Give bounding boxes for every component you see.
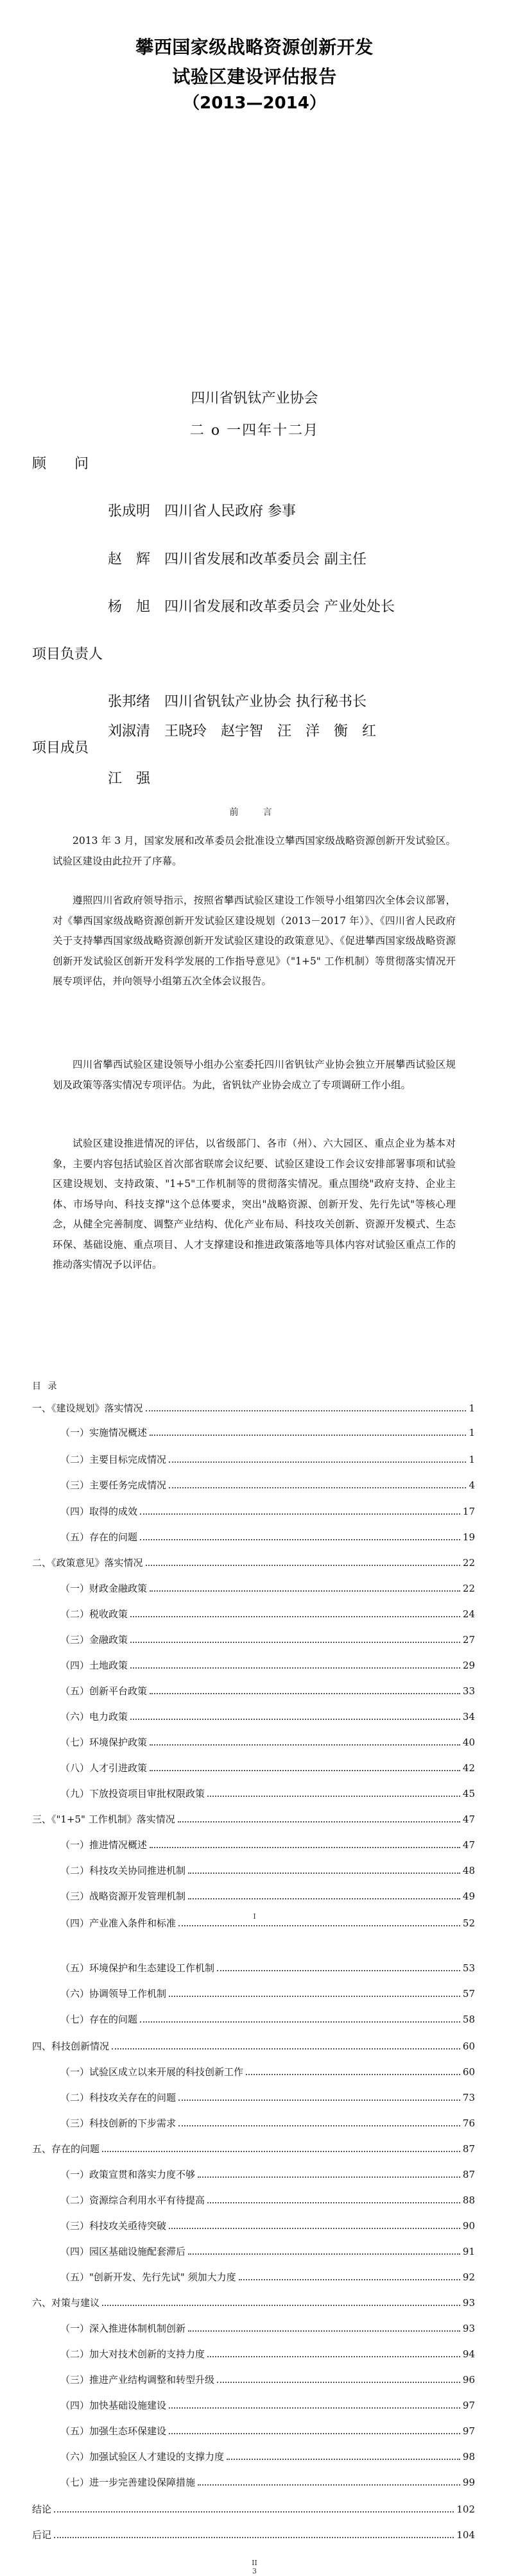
toc-entry-page: 42: [462, 1762, 475, 1774]
toc-entry-page: 99: [462, 2477, 475, 2488]
toc-entry: [60, 1530, 475, 1544]
toc-entry-label: （二）税收政策: [60, 1608, 128, 1620]
members-line: 江 强: [108, 771, 151, 787]
toc-entry-page: 52: [462, 1917, 475, 1929]
report-period: （2013—2014）: [183, 94, 326, 113]
page-number: I: [253, 1912, 256, 1921]
toc-leader-dots: [102, 2150, 460, 2152]
toc-entry: [60, 2347, 475, 2361]
toc-leader-dots: [54, 2536, 454, 2538]
toc-leader-dots: [169, 2227, 460, 2229]
toc-leader-dots: [130, 1615, 460, 1617]
toc-entry: [60, 1581, 475, 1595]
toc-entry: [60, 2193, 475, 2207]
toc-entry-page: 47: [462, 1839, 475, 1851]
advisor-entry: 赵 辉 四川省发展和改革委员会 副主任: [108, 551, 367, 568]
toc-entry-page: 40: [462, 1737, 475, 1748]
toc-entry-label: 一、《建设规划》落实情况: [32, 1402, 143, 1414]
advisor-entry: 杨 旭 四川省发展和改革委员会 产业处处长: [108, 599, 395, 615]
toc-entry-page: 93: [462, 2323, 475, 2334]
toc-leader-dots: [198, 2484, 460, 2486]
toc-entry-label: （一）政策宣贯和落实力度不够: [60, 2169, 196, 2180]
toc-entry-label: （一）深入推进体制机制创新: [60, 2323, 186, 2334]
toc-entry-page: 57: [462, 1988, 475, 1999]
toc-entry-page: 1: [469, 1427, 475, 1438]
toc-leader-dots: [150, 1769, 460, 1771]
toc-entry: [60, 1426, 475, 1439]
toc-entry-label: （五）加强生态环保建设: [60, 2425, 167, 2437]
toc-entry-label: （七）存在的问题: [60, 2014, 138, 2025]
toc-entry-label: 四、科技创新情况: [32, 2041, 110, 2052]
toc-leader-dots: [130, 1718, 460, 1720]
advisors-label: 顾 问: [32, 456, 89, 472]
toc-entry-label: 后记: [32, 2529, 52, 2541]
toc-entry-page: 1: [469, 1402, 475, 1414]
toc-entry-label: （三）推进产业结构调整和转型升级: [60, 2374, 215, 2386]
toc-leader-dots: [102, 2304, 460, 2306]
toc-leader-dots: [188, 1872, 460, 1874]
toc-entry: [60, 2168, 475, 2181]
toc-entry-page: 93: [462, 2297, 475, 2309]
toc-leader-dots: [140, 2021, 460, 2023]
toc-entry-page: 29: [462, 1660, 475, 1671]
toc-entry-page: 33: [462, 1685, 475, 1697]
toc-entry-label: （四）取得的成效: [60, 1506, 138, 1517]
toc-entry-label: （一）推进情况概述: [60, 1839, 148, 1851]
toc-entry-page: 91: [462, 2246, 475, 2257]
toc-entry-page: 45: [462, 1788, 475, 1799]
preface-paragraph: 试验区建设推进情况的评估，以省级部门、各市（州）、六大园区、重点企业为基本对象，主要内容包括试验区首次部省联席会议纪要、试验区建设工作会议安排部署事项和试验区建设规划、支持政策、"1+5"工作机制等的贯彻落实情况。重点围绕"政府支持、企业主体、市场导向、科技支撑"这个总体要求，突出"战略资源、创新开发、先行先试"等核心理念，从健全完善制度、调整产业结构、优化产业布局、科技攻关创新、资源开发模式、生态环保、基础设施、重点项目、人才支撑建设和推进政策落地等具体内容对试验区重点工作的推动落实情况予以评估。: [53, 1138, 456, 1270]
toc-entry-label: （四）加快基础设施建设: [60, 2400, 167, 2411]
toc-entry-page: 1: [469, 1454, 475, 1465]
toc-leader-dots: [150, 1846, 460, 1848]
toc-entry: [60, 2321, 475, 2335]
toc-entry-page: 87: [462, 2169, 475, 2180]
toc-entry-label: （三）战略资源开发管理机制: [60, 1890, 186, 1902]
toc-title: 目 录: [32, 1381, 59, 1392]
toc-entry-page: 4: [469, 1479, 475, 1491]
toc-entry: [60, 2450, 475, 2463]
toc-leader-dots: [169, 1461, 466, 1463]
toc-entry-label: （四）园区基础设施配套滞后: [60, 2246, 186, 2257]
toc-entry-page: 49: [462, 1890, 475, 1902]
toc-entry: [60, 2065, 475, 2078]
toc-entry-page: 22: [462, 1583, 475, 1594]
report-title-line2: 试验区建设评估报告: [172, 66, 337, 87]
toc-entry: [60, 1478, 475, 1492]
toc-leader-dots: [150, 1434, 466, 1436]
toc-entry-page: 53: [462, 1962, 475, 1974]
toc-entry: [60, 2091, 475, 2104]
toc-entry-label: （二）科技攻关协同推进机制: [60, 1865, 186, 1876]
toc-entry-page: 48: [462, 1865, 475, 1876]
toc-leader-dots: [188, 2253, 460, 2255]
toc-entry-label: （七）环境保护政策: [60, 1737, 148, 1748]
toc-entry: [60, 1710, 475, 1723]
toc-entry-label: （三）科技攻关亟待突破: [60, 2220, 167, 2232]
toc-entry-page: 47: [462, 1814, 475, 1825]
toc-entry-label: 六、对策与建议: [32, 2297, 100, 2309]
toc-leader-dots: [178, 2125, 460, 2126]
toc-entry-label: （六）电力政策: [60, 1711, 128, 1722]
toc-leader-dots: [112, 2048, 460, 2050]
toc-entry-label: （四）产业准入条件和标准: [60, 1917, 177, 1929]
page-number-roman: II: [252, 2559, 257, 2567]
toc-leader-dots: [140, 1513, 460, 1515]
toc-entry-page: 22: [462, 1557, 475, 1569]
toc-entry: [60, 1452, 475, 1466]
organization-name: 四川省钒钛产业协会: [191, 391, 318, 407]
toc-leader-dots: [188, 2330, 460, 2332]
toc-leader-dots: [130, 1667, 460, 1669]
toc-leader-dots: [207, 1795, 460, 1797]
toc-entry-label: （一）试验区成立以来开展的科技创新工作: [60, 2066, 244, 2078]
toc-entry-label: （二）资源综合利用水平有待提高: [60, 2194, 205, 2206]
toc-entry: [60, 1787, 475, 1800]
toc-entry: [32, 2039, 475, 2053]
toc-entry-page: 76: [462, 2117, 475, 2129]
preface-paragraph: 四川省攀西试验区建设领导小组办公室委托四川省钒钛产业协会独立开展攀西试验区规划及政策等落实情况专项评估。为此，省钒钛产业协会成立了专项调研工作小组。: [53, 1059, 456, 1091]
toc-entry: [60, 2012, 475, 2026]
toc-entry-page: 73: [462, 2092, 475, 2103]
toc-entry-page: 90: [462, 2220, 475, 2232]
toc-entry-label: （二）加大对技术创新的支持力度: [60, 2348, 205, 2360]
toc-leader-dots: [150, 1744, 460, 1746]
toc-entry-label: （六）协调领导工作机制: [60, 1988, 167, 1999]
toc-entry-page: 96: [462, 2374, 475, 2386]
toc-entry: [32, 1556, 475, 1569]
toc-leader-dots: [169, 2407, 460, 2409]
toc-entry-page: 60: [462, 2041, 475, 2052]
toc-leader-dots: [146, 1410, 467, 1411]
toc-entry-label: （五）创新平台政策: [60, 1685, 148, 1697]
toc-entry: [32, 2142, 475, 2155]
toc-entry: [60, 1961, 475, 1974]
toc-entry-page: 97: [462, 2400, 475, 2411]
toc-entry: [32, 1812, 475, 1826]
toc-entry-page: 104: [456, 2529, 475, 2541]
toc-entry-page: 17: [462, 1506, 475, 1517]
toc-leader-dots: [150, 1590, 460, 1592]
toc-entry-page: 98: [462, 2451, 475, 2462]
toc-entry: [60, 1987, 475, 2000]
toc-entry-label: （九）下放投资项目审批权限政策: [60, 1788, 205, 1799]
toc-entry-label: 五、存在的问题: [32, 2143, 100, 2155]
toc-entry-label: （四）土地政策: [60, 1660, 128, 1671]
toc-entry-label: （一）财政金融政策: [60, 1583, 148, 1594]
toc-leader-dots: [239, 2278, 460, 2280]
toc-leader-dots: [178, 1821, 460, 1823]
toc-entry: [60, 2424, 475, 2437]
toc-entry: [60, 1633, 475, 1646]
advisor-entry: 张成明 四川省人民政府 参事: [108, 503, 296, 519]
toc-entry: [60, 1684, 475, 1697]
toc-entry-label: （三）科技创新的下步需求: [60, 2117, 177, 2129]
toc-entry-page: 60: [462, 2066, 475, 2078]
toc-entry: [32, 2502, 475, 2516]
toc-leader-dots: [178, 1924, 460, 1926]
toc-leader-dots: [150, 1692, 460, 1694]
page-number-arabic: 3: [252, 2567, 257, 2575]
report-title-line1: 攀西国家级战略资源创新开发: [135, 37, 374, 58]
toc-entry: [60, 2270, 475, 2284]
toc-leader-dots: [188, 1898, 460, 1899]
toc-leader-dots: [246, 2073, 460, 2075]
toc-entry: [60, 1864, 475, 1877]
toc-entry-page: 87: [462, 2143, 475, 2155]
page-number: [0, 2559, 509, 2575]
toc-entry-label: （五）存在的问题: [60, 1531, 138, 1543]
toc-entry-page: 24: [462, 1608, 475, 1620]
report-date: 二 o 一四年十二月: [189, 423, 320, 439]
toc-entry-label: （六）加强试验区人才建设的支撑力度: [60, 2451, 225, 2462]
toc-entry: [60, 2475, 475, 2489]
toc-entry: [60, 1889, 475, 1903]
toc-entry: [60, 2398, 475, 2412]
toc-entry-page: 102: [456, 2504, 475, 2515]
toc-entry: [60, 1607, 475, 1621]
toc-leader-dots: [227, 2458, 460, 2460]
toc-leader-dots: [169, 2432, 460, 2434]
toc-entry-page: 34: [462, 1711, 475, 1722]
toc-leader-dots: [169, 1486, 466, 1488]
toc-leader-dots: [178, 2099, 460, 2101]
toc-entry-page: 88: [462, 2194, 475, 2206]
toc-entry: [60, 1658, 475, 1672]
toc-entry-page: 58: [462, 2014, 475, 2025]
toc-entry-page: 19: [462, 1531, 475, 1543]
toc-leader-dots: [169, 1995, 460, 1997]
toc-entry-label: 三、《"1+5" 工作机制》落实情况: [32, 1814, 175, 1825]
toc-entry: [60, 2244, 475, 2258]
toc-entry-page: 92: [462, 2271, 475, 2283]
preface-paragraph: 2013 年 3 月，国家发展和改革委员会批准设立攀西国家级战略资源创新开发试验区。试验区建设由此拉开了序幕。: [53, 835, 456, 867]
toc-entry-label: （五）"创新开发、先行先试" 须加大力度: [60, 2271, 236, 2283]
toc-entry-label: （二）主要目标完成情况: [60, 1454, 167, 1465]
toc-entry: [60, 1838, 475, 1851]
toc-entry-page: 94: [462, 2348, 475, 2360]
toc-leader-dots: [217, 2381, 460, 2383]
toc-entry: [32, 1401, 475, 1415]
toc-entry: [60, 1761, 475, 1774]
lead-entry: 张邦绪 四川省钒钛产业协会 执行秘书长: [108, 694, 367, 710]
members-label: 项目成员: [32, 740, 89, 756]
toc-leader-dots: [198, 2176, 460, 2178]
toc-leader-dots: [140, 1538, 460, 1540]
toc-entry-label: （三）金融政策: [60, 1634, 128, 1646]
toc-entry-page: 97: [462, 2425, 475, 2437]
toc-entry-label: （一）实施情况概述: [60, 1427, 148, 1438]
toc-leader-dots: [54, 2511, 454, 2513]
toc-leader-dots: [217, 1969, 460, 1971]
toc-entry: [60, 2116, 475, 2130]
toc-leader-dots: [207, 2355, 460, 2357]
toc-entry-label: （二）科技攻关存在的问题: [60, 2092, 177, 2103]
toc-entry-label: 二、《政策意见》落实情况: [32, 1557, 143, 1569]
toc-entry: [32, 2528, 475, 2541]
toc-entry-page: 27: [462, 1634, 475, 1646]
toc-entry: [32, 2296, 475, 2309]
toc-entry: [60, 1504, 475, 1518]
members-line: 刘淑清 王晓玲 赵宇智 汪 洋 衡 红: [108, 723, 377, 739]
lead-label: 项目负责人: [32, 646, 103, 662]
preface-paragraph: 遵照四川省政府领导指示，按照省攀西试验区建设工作领导小组第四次全体会议部署，对《攀西国家级战略资源创新开发试验区建设规划（2013－2017 年）》、《四川省人民政府关于支持攀西国家级战略资源创新开发试验区建设的政策意见》、《促进攀西国家级战略资源创新开发试验区创新开发科学发展的工作指导意见》（"1+5" 工作机制）等贯彻落实情况开展专项评估，并向领导小组第五次全体会议报告。: [53, 895, 456, 987]
toc-entry-label: 结论: [32, 2504, 52, 2515]
toc-entry-label: （七）进一步完善建设保障措施: [60, 2477, 196, 2488]
toc-entry-label: （五）环境保护和生态建设工作机制: [60, 1962, 215, 1974]
toc-leader-dots: [130, 1641, 460, 1643]
toc-entry-label: （三）主要任务完成情况: [60, 1479, 167, 1491]
toc-entry-label: （八）人才引进政策: [60, 1762, 148, 1774]
toc-leader-dots: [146, 1564, 460, 1566]
toc-entry: [60, 2373, 475, 2386]
toc-entry: [60, 2219, 475, 2232]
preface-title: 前 言: [229, 807, 280, 818]
toc-leader-dots: [207, 2201, 460, 2203]
toc-entry: [60, 1735, 475, 1749]
